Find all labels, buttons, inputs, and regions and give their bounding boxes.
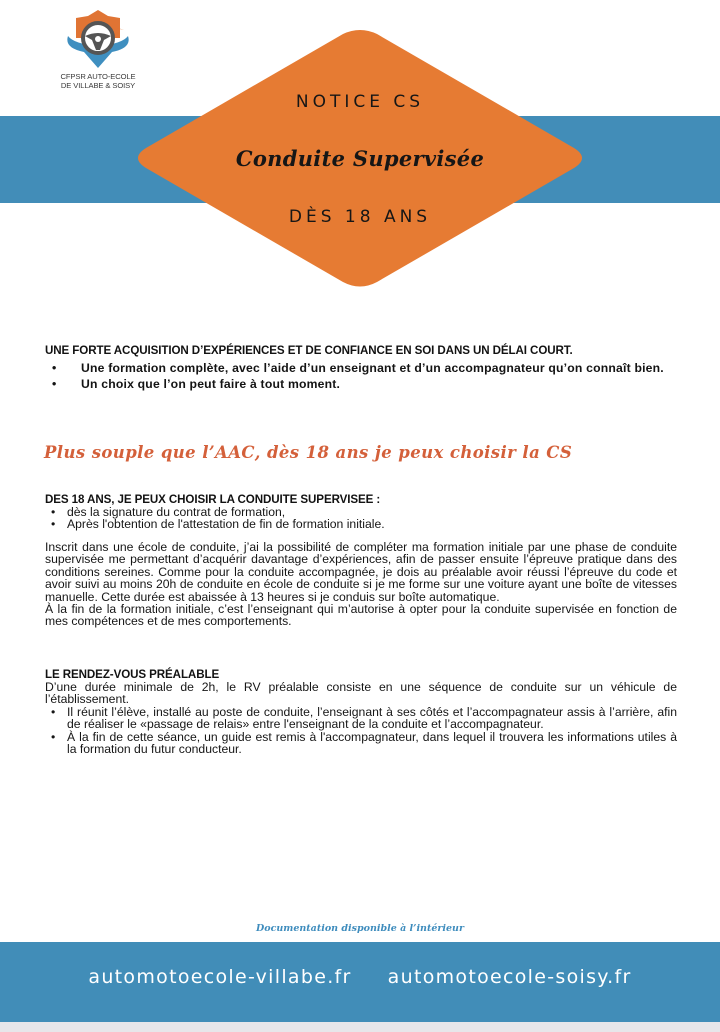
section-heading: UNE FORTE ACQUISITION D’EXPÉRIENCES ET DE CONFIANCE EN SOI DANS UN DÉLAI COURT. — [45, 344, 573, 357]
bottom-strip — [0, 1022, 720, 1032]
section-rendez-vous — [45, 668, 677, 755]
paragraph: À la fin de la formation initiale, c’est l’enseignant qui m’autorise à opter pour la conduite supervisée en fonction de mes compétences et de mes comportements. — [45, 602, 677, 629]
website-link-soisy[interactable]: automotoecole-soisy.fr — [387, 966, 632, 988]
list-item: • Une formation complète, avec l’aide d’un enseignant et d’un accompagnateur qu’on connaît bien. — [52, 361, 664, 375]
website-link-villabe[interactable]: automotoecole-villabe.fr — [88, 966, 352, 988]
section-heading: LE RENDEZ-VOUS PRÉALABLE — [45, 668, 220, 681]
steering-wheel-shield-icon — [62, 8, 134, 70]
page-subtitle-script: Conduite Supervisée — [235, 146, 485, 171]
bullet-list — [45, 360, 677, 392]
paragraph: D’une durée minimale de 2h, le RV préalable consiste en une séquence de conduite sur un véhicule de l’établissement. — [45, 680, 677, 707]
tagline-script: Plus souple que l’AAC, dès 18 ans je peux choisir la CS — [44, 443, 573, 462]
paragraph: Inscrit dans une école de conduite, j’ai la possibilité de compléter ma formation initiale par une phase de conduite supervisée me permettant d’acquérir davantage d’expériences, afin de passer ensuite l’épreuve pratique dans des conditions sereines. Comme pour la conduite accompagnée, je dois au préalable avoir réussi l’épreuve du code et avoir suivi au moins 20h de conduite en école de conduite si je me forme sur une voiture ayant une boîte de vitesses manuelle. Cette durée est abaissée à 13 heures si je conduis sur boîte automatique. — [45, 540, 677, 604]
age-requirement-title: DÈS 18 ANS — [288, 207, 432, 227]
bullet-list — [45, 506, 677, 531]
list-item: • À la fin de cette séance, un guide est remis à l'accompagnateur, dans lequel il trouvera les informations utiles à la formation du futur conducteur. — [51, 729, 677, 757]
footer-links — [0, 966, 720, 988]
section-description — [45, 541, 677, 628]
bullet-icon: • — [51, 505, 56, 519]
section-eligibility — [45, 493, 677, 531]
bullet-icon: • — [51, 704, 56, 719]
logo-line-2: DE VILLABE & SOISY — [60, 81, 136, 90]
list-item: • Il réunit l’élève, installé au poste de conduite, l’enseignant à ses côtés et l’accompagnateur assis à l’arrière, afin de réaliser le «passage de relais» entre l'enseignant de la conduite et l’accompagnateur. — [51, 704, 677, 732]
bullet-list — [45, 706, 677, 756]
school-logo — [44, 8, 152, 90]
section-heading: DES 18 ANS, JE PEUX CHOISIR LA CONDUITE SUPERVISEE : — [45, 493, 381, 506]
bullet-icon: • — [51, 729, 56, 744]
bullet-icon: • — [51, 517, 56, 532]
bullet-icon: • — [52, 361, 57, 375]
logo-line-1: CFPSR AUTO-ECOLE — [60, 72, 136, 81]
list-item: • dès la signature du contrat de formation, — [51, 505, 286, 519]
list-item: • Après l'obtention de l'attestation de fin de formation initiale. — [51, 517, 385, 532]
list-item: • Un choix que l’on peut faire à tout moment. — [52, 377, 341, 391]
bullet-icon: • — [52, 377, 57, 391]
section-experience — [45, 344, 677, 392]
documentation-note: Documentation disponible à l’intérieur — [256, 923, 464, 934]
page-title: NOTICE CS — [295, 92, 425, 112]
